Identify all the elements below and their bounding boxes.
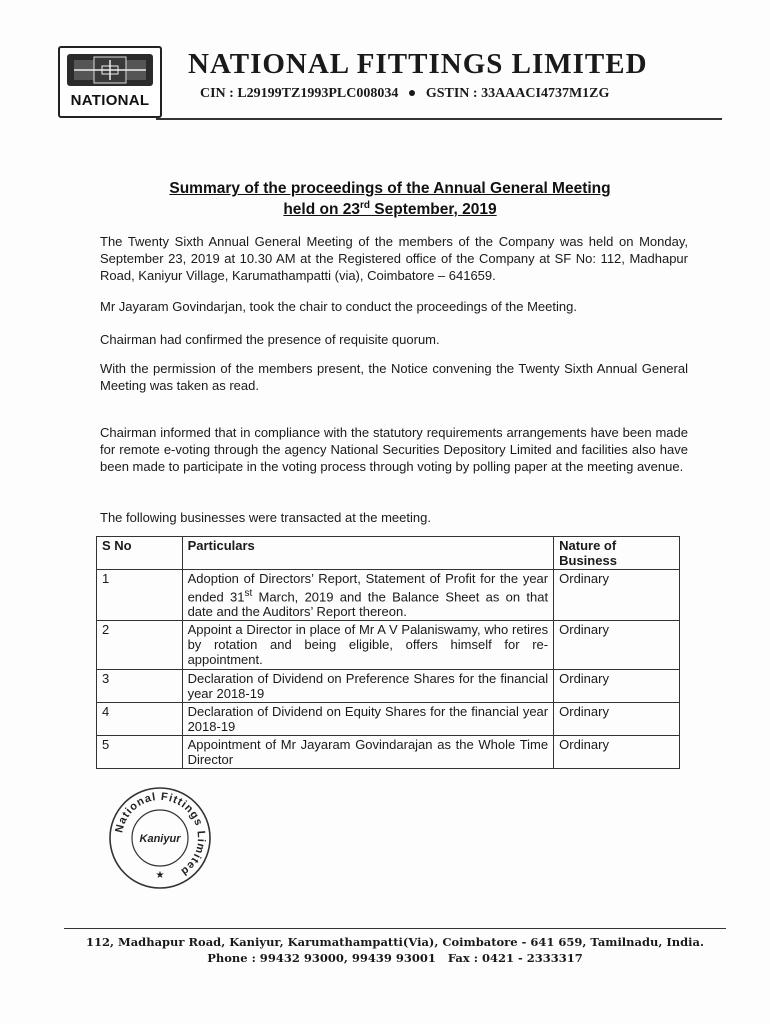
logo-text: NATIONAL <box>70 92 150 109</box>
footer-divider <box>64 928 726 929</box>
row-particulars <box>182 570 554 621</box>
row-sno: 1 <box>97 570 183 621</box>
header-sno: S No <box>97 537 183 570</box>
paragraph-notice: With the permission of the members present, the Notice convening the Twenty Sixth Annual General Meeting was taken as read. <box>100 361 688 393</box>
table-row <box>97 670 680 703</box>
table-row <box>97 570 680 621</box>
footer-address: 112, Madhapur Road, Kaniyur, Karumathampatti(Via), Coimbatore - 641 659, Tamilnadu, India. <box>85 935 705 949</box>
header-nature-line1: Nature of <box>559 538 617 553</box>
row-particulars: Appointment of Mr Jayaram Govindarajan as the Whole Time Director <box>182 736 554 769</box>
row-nature: Ordinary <box>554 670 680 703</box>
paragraph-quorum: Chairman had confirmed the presence of requisite quorum. <box>100 332 440 347</box>
row-nature: Ordinary <box>554 736 680 769</box>
row-particulars: Declaration of Dividend on Equity Shares for the financial year 2018-19 <box>182 703 554 736</box>
footer-contact: Phone : 99432 93000, 99439 93001 Fax : 0421 - 2333317 <box>207 951 583 965</box>
pipe-fitting-logo-icon <box>66 53 154 87</box>
document-title: Summary of the proceedings of the Annual General Meeting <box>169 180 611 197</box>
cin-number: CIN : L29199TZ1993PLC008034 <box>200 86 399 101</box>
row-sno: 3 <box>97 670 183 703</box>
table-header-row <box>97 537 680 570</box>
row-particulars-text: Adoption of Directors’ Report, Statement of Profit for the year ended 31 <box>187 571 549 605</box>
document-subtitle <box>90 200 690 219</box>
paragraph-chair: Mr Jayaram Govindarjan, took the chair to conduct the proceedings of the Meeting. <box>100 299 577 314</box>
seal-inner-text: Kaniyur <box>139 833 181 845</box>
gstin-number: GSTIN : 33AAACI4737M1ZG <box>425 86 610 101</box>
subtitle-prefix: held on 23 <box>283 201 360 219</box>
header-divider <box>156 118 722 120</box>
header-nature-line2: Business <box>559 553 617 568</box>
row-particulars: Appoint a Director in place of Mr A V Palaniswamy, who retires by rotation and being eligible, offers himself for re-appointment. <box>182 621 554 670</box>
seal-star-icon: ★ <box>155 870 165 881</box>
separator-dot: ● <box>407 86 417 101</box>
company-name: NATIONAL FITTINGS LIMITED <box>188 48 648 80</box>
row-nature: Ordinary <box>554 570 680 621</box>
seal-outer-text: National Fittings Limited <box>113 790 208 878</box>
business-table <box>96 536 680 769</box>
row-particulars: Declaration of Dividend on Preference Shares for the financial year 2018-19 <box>182 670 554 703</box>
table-row <box>97 736 680 769</box>
subtitle-suffix: September, 2019 <box>369 201 497 219</box>
table-row <box>97 621 680 670</box>
row-sno: 4 <box>97 703 183 736</box>
row-nature: Ordinary <box>554 703 680 736</box>
row-sno: 5 <box>97 736 183 769</box>
subtitle-ordinal: rd <box>359 200 370 211</box>
header-particulars: Particulars <box>182 537 554 570</box>
company-identifiers <box>200 86 609 102</box>
paragraph-businesses-intro: The following businesses were transacted at the meeting. <box>100 510 431 525</box>
company-logo <box>58 46 162 118</box>
row-nature: Ordinary <box>554 621 680 670</box>
table-row <box>97 703 680 736</box>
row-particulars-text-cont: March, 2019 and the Balance Sheet as on that date and the Auditors’ Report thereon. <box>187 589 549 620</box>
paragraph-evoting: Chairman informed that in compliance with the statutory requirements arrangements have been made for remote e-voting through the agency National Securities Depository Limited and facilities also have been made to participate in the voting process through voting by polling paper at the meeting avenue. <box>100 425 688 474</box>
header-nature <box>554 537 680 570</box>
row-particulars-ordinal: st <box>244 588 253 599</box>
paragraph-meeting-details: The Twenty Sixth Annual General Meeting of the members of the Company was held on Monday, September 23, 2019 at 10.30 AM at the Registered office of the Company at SF No: 112, Madhapur Road, Kaniyur Village, Karumathampatti (via), Coimbatore – 641659. <box>100 234 688 283</box>
row-sno: 2 <box>97 621 183 670</box>
company-seal-stamp <box>106 784 214 892</box>
